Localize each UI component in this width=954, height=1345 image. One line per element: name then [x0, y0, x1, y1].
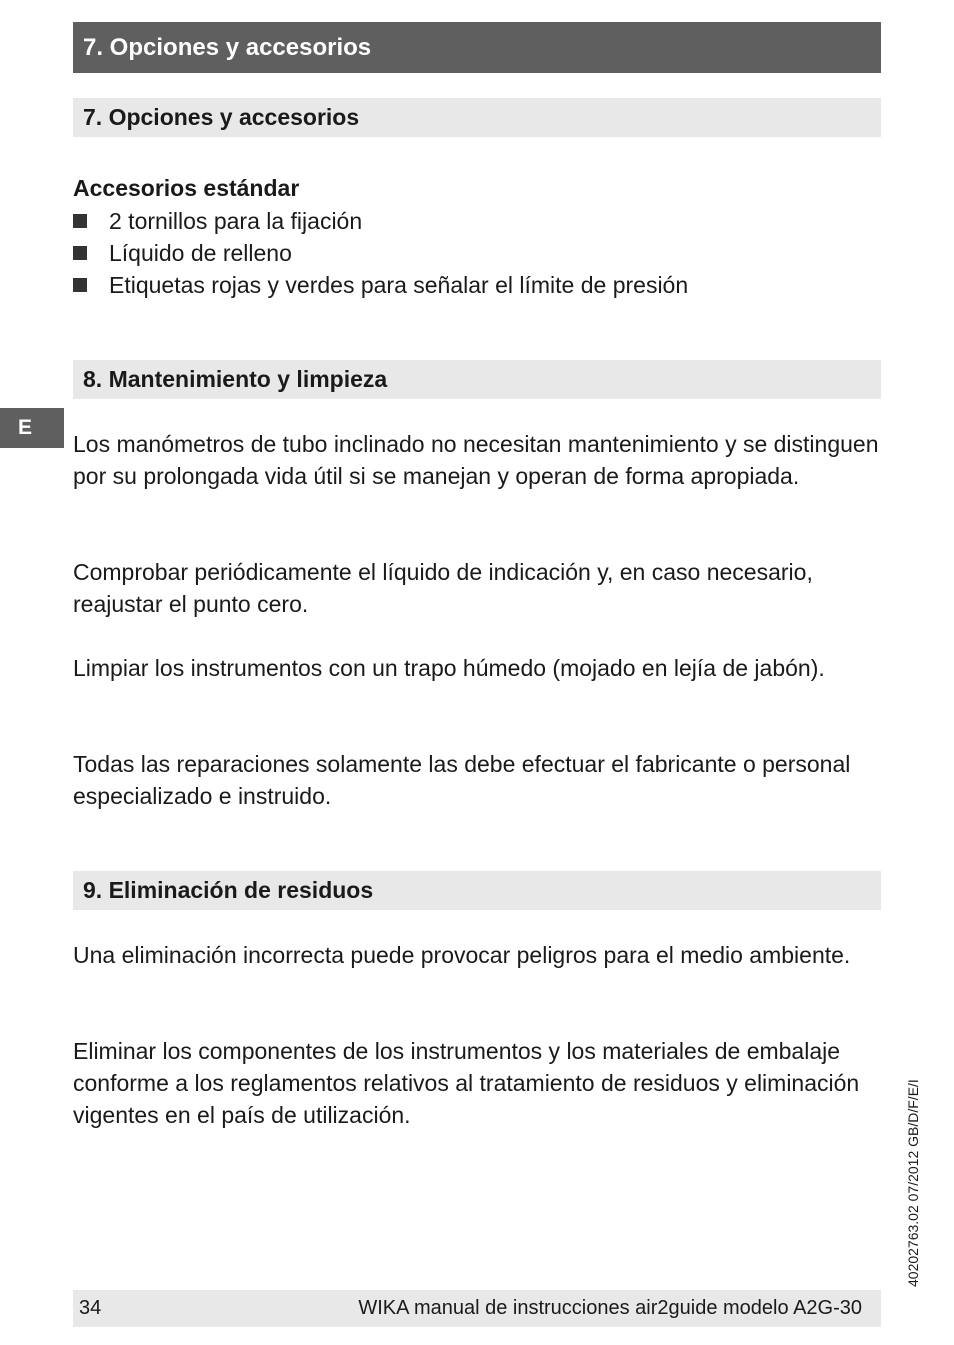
list-item — [73, 269, 881, 301]
maintenance-paragraph: Los manómetros de tubo inclinado no necesitan mantenimiento y se distinguen por su prolongada vida útil si se manejan y operan de forma apropiada. — [73, 431, 879, 489]
list-item — [73, 205, 881, 237]
section-heading-maintenance: 8. Mantenimiento y limpieza — [73, 360, 881, 399]
maintenance-paragraph: Todas las reparaciones solamente las debe efectuar el fabricante o personal especializado e instruido. — [73, 751, 851, 809]
section-heading-options: 7. Opciones y accesorios — [73, 98, 881, 137]
disposal-paragraph: Eliminar los componentes de los instrumentos y los materiales de embalaje conforme a los reglamentos relativos al tratamiento de residuos y eliminación vigentes en el país de utilización. — [73, 1038, 860, 1128]
disposal-paragraph: Una eliminación incorrecta puede provocar peligros para el medio ambiente. — [73, 942, 851, 968]
manual-title: WIKA manual de instrucciones air2guide modelo A2G-30 — [358, 1297, 862, 1319]
language-tab: E — [0, 408, 64, 448]
square-bullet-icon — [73, 246, 87, 260]
maintenance-paragraph: Comprobar periódicamente el líquido de indicación y, en caso necesario, reajustar el punto cero. — [73, 559, 813, 617]
page-number: 34 — [79, 1297, 102, 1319]
square-bullet-icon — [73, 278, 87, 292]
square-bullet-icon — [73, 214, 87, 228]
standard-accessories-subheading: Accesorios estándar — [73, 175, 300, 201]
list-item-text: Etiquetas rojas y verdes para señalar el límite de presión — [109, 271, 689, 298]
maintenance-paragraph: Limpiar los instrumentos con un trapo húmedo (mojado en lejía de jabón). — [73, 655, 825, 681]
accessories-list — [73, 205, 881, 301]
list-item-text: Líquido de relleno — [109, 239, 292, 266]
section-heading-disposal: 9. Eliminación de residuos — [73, 871, 881, 910]
list-item-text: 2 tornillos para la fijación — [109, 207, 363, 234]
chapter-header: 7. Opciones y accesorios — [73, 22, 881, 73]
list-item — [73, 237, 881, 269]
document-code: 40202763.02 07/2012 GB/D/F/E/I — [905, 1079, 921, 1287]
page-footer — [73, 1290, 881, 1327]
